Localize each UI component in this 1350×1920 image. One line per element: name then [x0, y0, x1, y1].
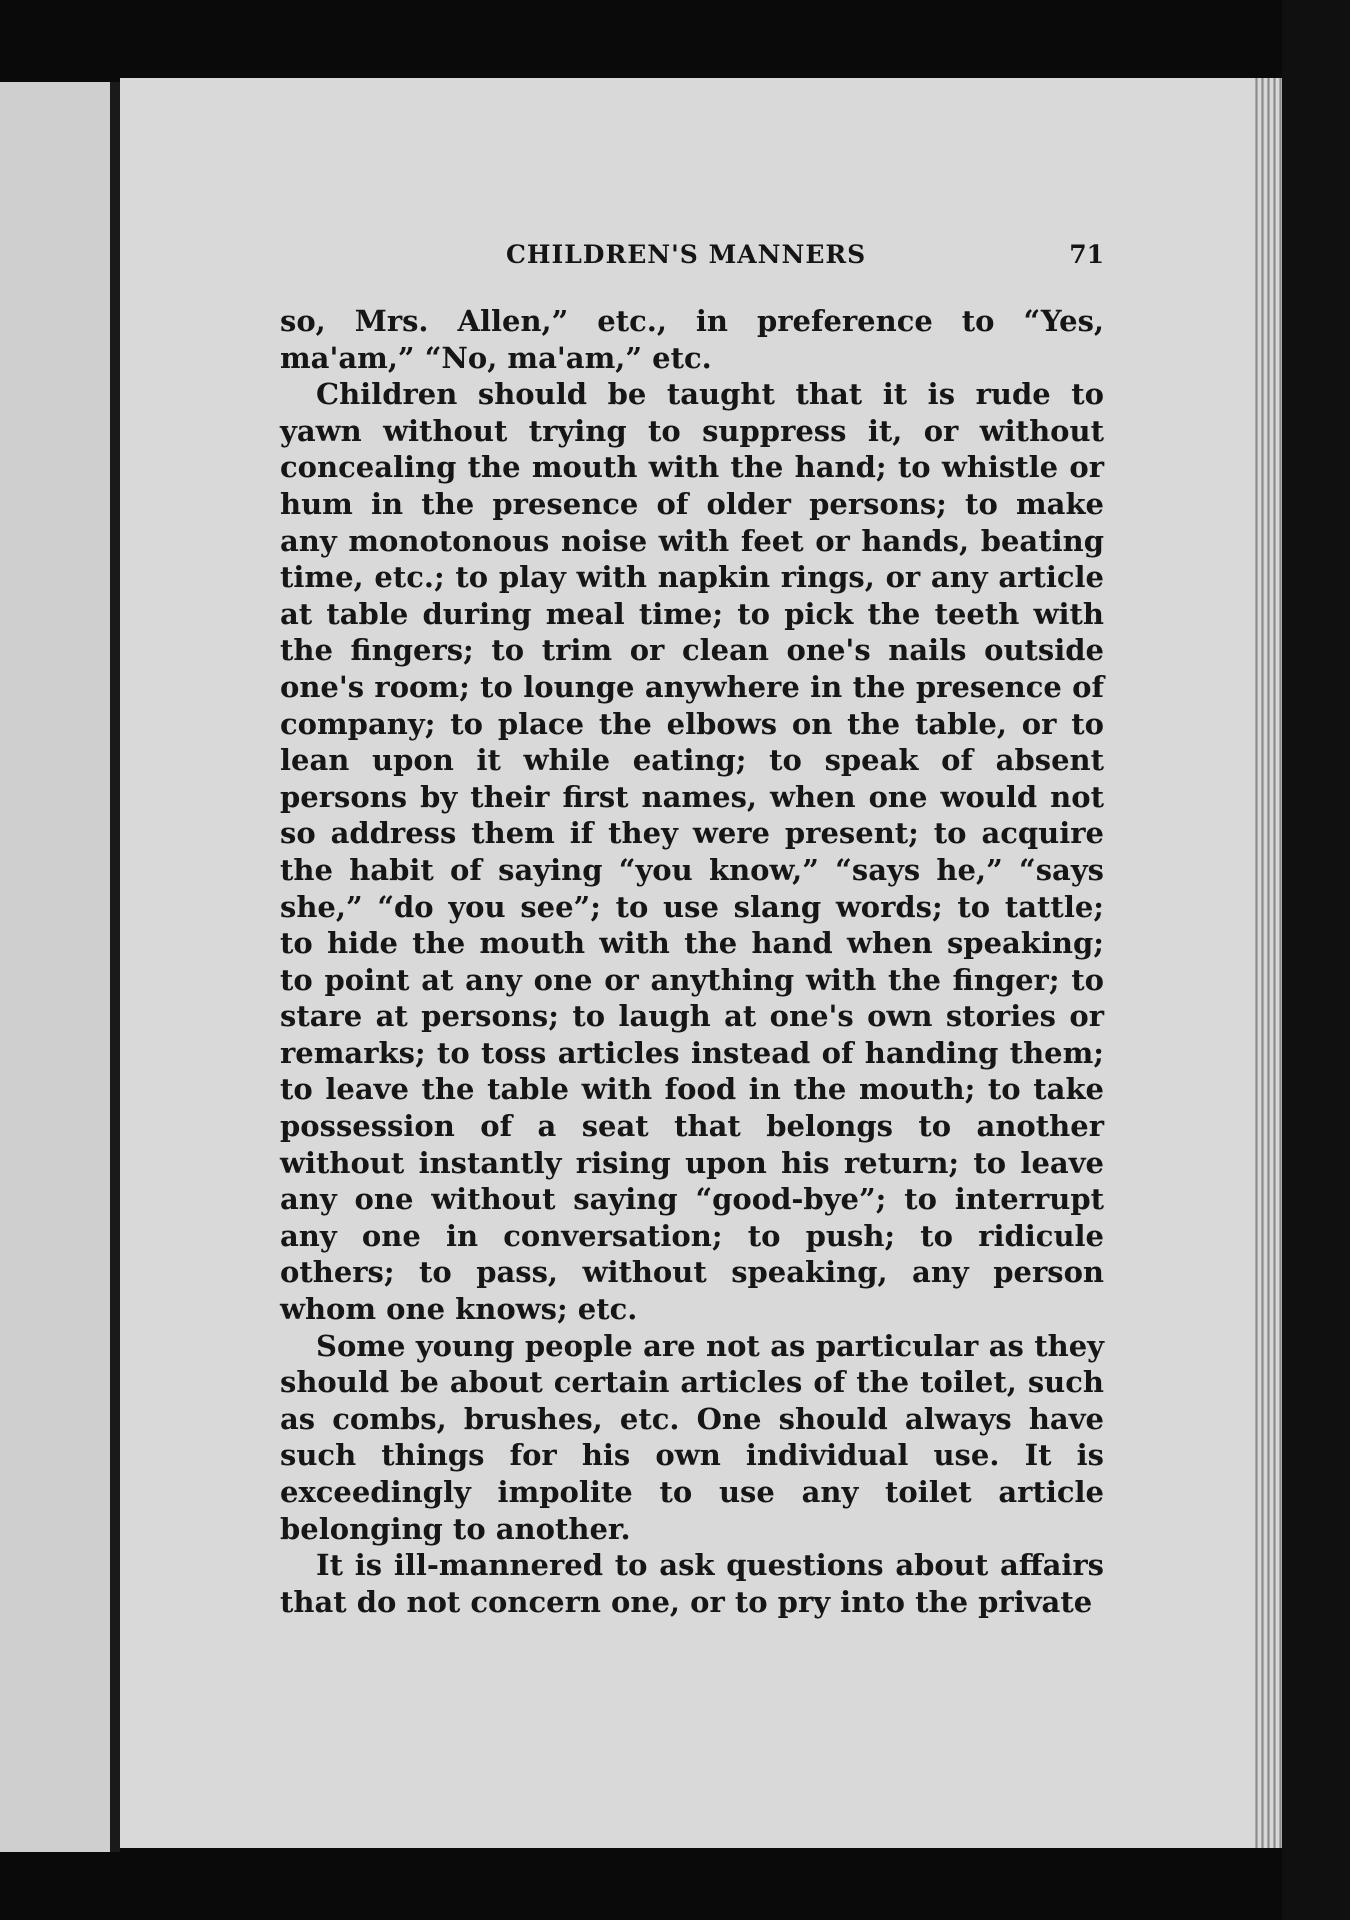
- paragraph-prying: It is ill-mannered to ask questions about affairs that do not concern one, or to pry into the private: [280, 1548, 1104, 1619]
- paragraph-rude-habits: Children should be taught that it is rude to yawn without trying to suppress it, or without concealing the mouth with the hand; to whistle or hum in the presence of older persons; to make any monotonous noise with feet or hands, beating time, etc.; to play with napkin rings, or any article at table during meal time; to pick the teeth with the fingers; to trim or clean one's nails outside one's room; to lounge anywhere in the presence of company; to place the elbows on the table, or to lean upon it while eating; to speak of absent persons by their first names, when one would not so address them if they were present; to acquire the habit of saying “you know,” “says he,” “says she,” “do you see”; to use slang words; to tattle; to hide the mouth with the hand when speaking; to point at any one or anything with the finger; to stare at persons; to laugh at one's own stories or remarks; to toss articles instead of handing them; to leave the table with food in the mouth; to take possession of a seat that belongs to another without instantly rising upon his return; to leave any one without saying “good-bye”; to interrupt any one in conversation; to push; to ridicule others; to pass, without speaking, any person whom one knows; etc.: [280, 377, 1104, 1327]
- page-stack-edges: [1252, 78, 1282, 1848]
- paragraph-toilet-articles: Some young people are not as particular as they should be about certain articles of the toilet, such as combs, brushes, etc. One should always have such things for his own individual use. It is exceedingly impolite to use any toilet article belonging to another.: [280, 1328, 1104, 1546]
- paragraph-continued: so, Mrs. Allen,” etc., in preference to “Yes, ma'am,” “No, ma'am,” etc.: [280, 304, 1104, 375]
- running-head: [280, 240, 1104, 280]
- gutter-shadow: [110, 82, 120, 1852]
- left-page-margin: [0, 82, 118, 1852]
- page-number: 71: [1069, 240, 1104, 269]
- scan-border-shadow: [1282, 0, 1350, 1920]
- body-text: [280, 303, 1104, 1620]
- running-head-title: CHILDREN'S MANNERS: [506, 240, 867, 269]
